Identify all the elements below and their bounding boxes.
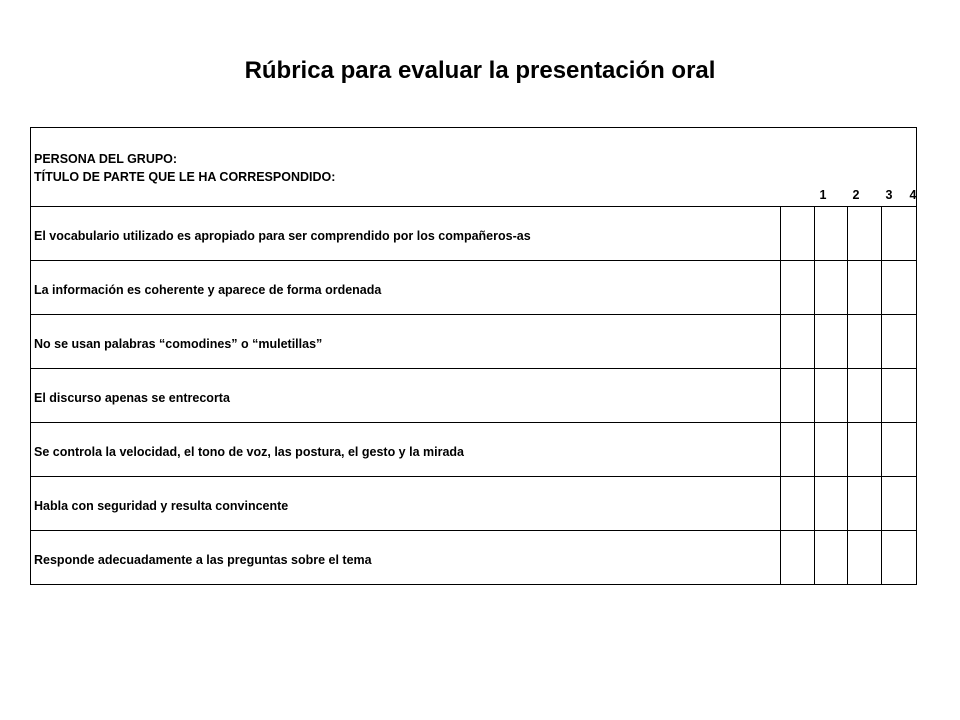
score-cell-3[interactable] (848, 261, 882, 315)
rubric-table (30, 127, 917, 585)
score-cell-2[interactable] (815, 369, 848, 423)
page-title: Rúbrica para evaluar la presentación oral (244, 57, 716, 84)
criterion-label: Responde adecuadamente a las preguntas sobre el tema (31, 531, 781, 585)
score-label-1: 1 (819, 188, 827, 202)
header-fields (34, 150, 335, 186)
criterion-label: El discurso apenas se entrecorta (31, 369, 781, 423)
score-cell-4[interactable] (882, 531, 917, 585)
table-row (31, 261, 917, 315)
score-cell-3[interactable] (848, 477, 882, 531)
score-cell-4[interactable] (882, 261, 917, 315)
criterion-label: Habla con seguridad y resulta convincente (31, 477, 781, 531)
score-cell-3[interactable] (848, 531, 882, 585)
score-cell-1[interactable] (781, 423, 815, 477)
header-cell (31, 128, 917, 207)
criterion-label: La información es coherente y aparece de forma ordenada (31, 261, 781, 315)
score-cell-2[interactable] (815, 261, 848, 315)
table-row (31, 369, 917, 423)
score-cell-3[interactable] (848, 423, 882, 477)
score-cell-1[interactable] (781, 315, 815, 369)
score-cell-3[interactable] (848, 369, 882, 423)
part-title-label: TÍTULO DE PARTE QUE LE HA CORRESPONDIDO: (34, 170, 336, 184)
score-cell-2[interactable] (815, 531, 848, 585)
score-label-3: 3 (885, 188, 893, 202)
score-cell-3[interactable] (848, 315, 882, 369)
score-cell-2[interactable] (815, 477, 848, 531)
table-row (31, 423, 917, 477)
score-cell-2[interactable] (815, 207, 848, 261)
score-cell-4[interactable] (882, 423, 917, 477)
criterion-label: El vocabulario utilizado es apropiado para ser comprendido por los compañeros-as (31, 207, 781, 261)
score-cell-2[interactable] (815, 423, 848, 477)
score-cell-1[interactable] (781, 369, 815, 423)
score-cell-4[interactable] (882, 315, 917, 369)
table-row (31, 207, 917, 261)
score-label-4: 4 (909, 188, 917, 202)
table-row (31, 531, 917, 585)
score-cell-4[interactable] (882, 207, 917, 261)
header-row (31, 128, 917, 207)
score-cell-4[interactable] (882, 477, 917, 531)
score-cell-1[interactable] (781, 531, 815, 585)
score-cell-2[interactable] (815, 315, 848, 369)
score-cell-1[interactable] (781, 207, 815, 261)
criterion-label: No se usan palabras “comodines” o “muletillas” (31, 315, 781, 369)
score-cell-4[interactable] (882, 369, 917, 423)
score-label-2: 2 (852, 188, 860, 202)
score-cell-1[interactable] (781, 477, 815, 531)
criterion-label: Se controla la velocidad, el tono de voz, las postura, el gesto y la mirada (31, 423, 781, 477)
score-cell-1[interactable] (781, 261, 815, 315)
score-cell-3[interactable] (848, 207, 882, 261)
table-row (31, 315, 917, 369)
table-row (31, 477, 917, 531)
group-member-label: PERSONA DEL GRUPO: (34, 152, 178, 166)
